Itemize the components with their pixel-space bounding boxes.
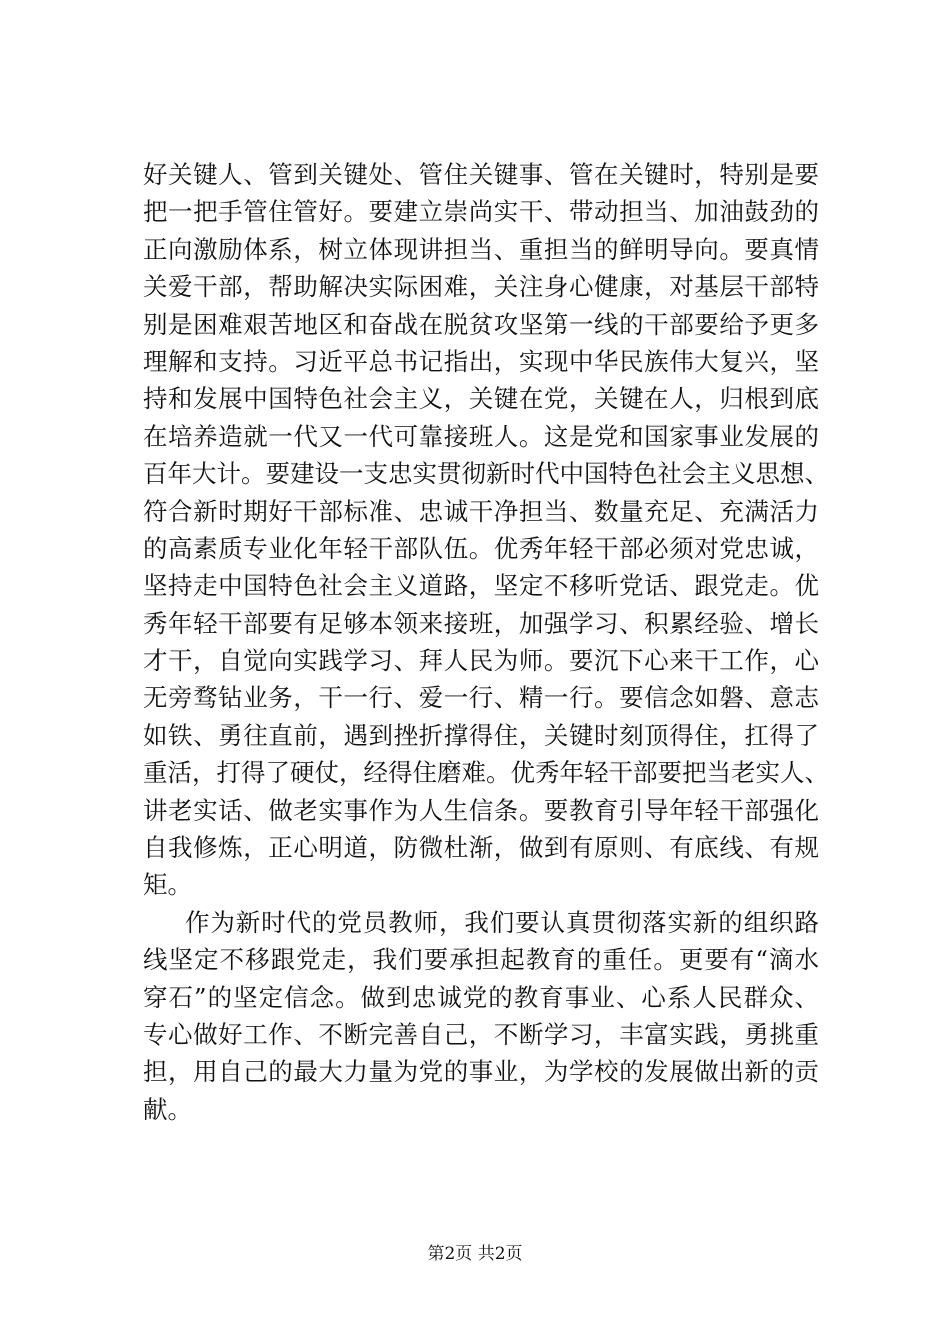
text-line: 担，用自己的最大力量为党的事业，为学校的发展做出新的贡 <box>143 1057 819 1087</box>
text-line: 矩。 <box>143 870 192 900</box>
text-line: 持和发展中国特色社会主义，关键在党，关键在人，归根到底 <box>143 384 819 414</box>
text-line: 百年大计。要建设一支忠实贯彻新时代中国特色社会主义思想、 <box>143 459 829 489</box>
body-text <box>143 156 829 1128</box>
text-line: 线坚定不移跟党走，我们要承担起教育的重任。更要有“滴水 <box>143 945 819 975</box>
text-line: 好关键人、管到关键处、管住关键事、管在关键时，特别是要 <box>143 160 819 189</box>
text-line: 把一把手管住管好。要建立崇尚实干、带动担当、加油鼓劲的 <box>143 197 819 227</box>
text-line: 无旁骛钻业务，干一行、爱一行、精一行。要信念如磐、意志 <box>143 683 819 713</box>
text-line: 理解和支持。习近平总书记指出，实现中华民族伟大复兴，坚 <box>143 346 819 376</box>
text-line: 献。 <box>143 1094 192 1124</box>
text-line: 重活，打得了硬仗，经得住磨难。优秀年轻干部要把当老实人、 <box>143 758 829 788</box>
text-line: 秀年轻干部要有足够本领来接班，加强学习、积累经验、增长 <box>143 608 819 638</box>
page-number-label: 第2页 共2页 <box>427 1244 523 1264</box>
text-line: 关爱干部，帮助解决实际困难，关注身心健康，对基层干部特 <box>143 272 819 302</box>
text-line: 讲老实话、做老实事作为人生信条。要教育引导年轻干部强化 <box>143 795 819 825</box>
paragraph-1 <box>143 156 829 904</box>
text-line: 在培养造就一代又一代可靠接班人。这是党和国家事业发展的 <box>143 421 819 451</box>
text-line: 专心做好工作、不断完善自己，不断学习，丰富实践，勇挑重 <box>143 1019 819 1049</box>
text-line: 别是困难艰苦地区和奋战在脱贫攻坚第一线的干部要给予更多 <box>143 309 819 339</box>
paragraph-2 <box>143 904 819 1128</box>
text-line: 穿石”的坚定信念。做到忠诚党的教育事业、心系人民群众、 <box>143 982 819 1012</box>
text-line: 自我修炼，正心明道，防微杜渐，做到有原则、有底线、有规 <box>143 833 819 863</box>
text-line: 的高素质专业化年轻干部队伍。优秀年轻干部必须对党忠诚， <box>143 533 819 563</box>
text-line: 符合新时期好干部标准、忠诚干净担当、数量充足、充满活力 <box>143 496 819 526</box>
text-line: 作为新时代的党员教师，我们要认真贯彻落实新的组织路 <box>185 907 819 937</box>
text-line: 正向激励体系，树立体现讲担当、重担当的鲜明导向。要真情 <box>143 234 819 264</box>
text-line: 如铁、勇往直前，遇到挫折撑得住，关键时刻顶得住，扛得了 <box>143 720 819 750</box>
text-line: 坚持走中国特色社会主义道路，坚定不移听党话、跟党走。优 <box>143 571 819 601</box>
page-footer <box>0 1243 950 1265</box>
text-line: 才干，自觉向实践学习、拜人民为师。要沉下心来干工作，心 <box>143 646 819 676</box>
